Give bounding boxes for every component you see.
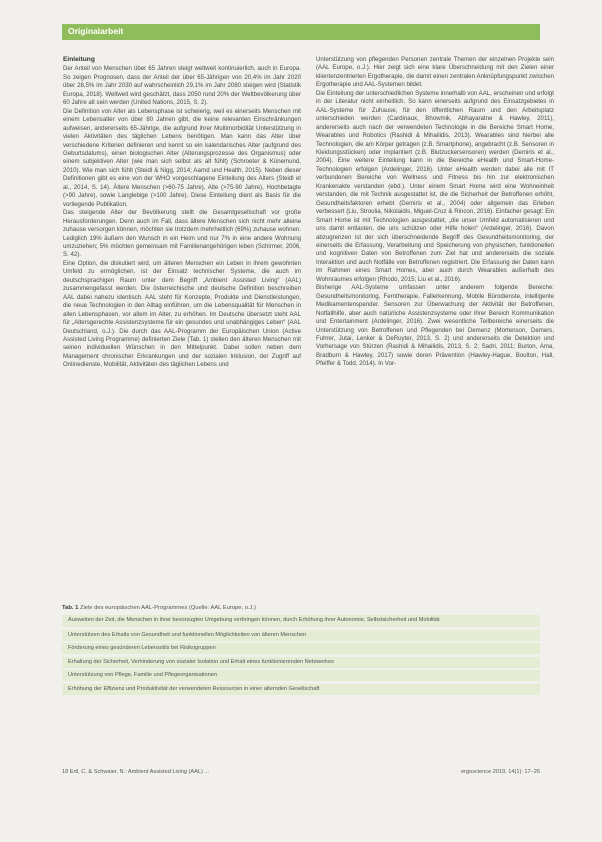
footer-journal: ergoscience 2019, 14(1): 17–26 bbox=[461, 769, 540, 775]
table-row: Unterstützen des Erhalts von Gesundheit und funktionellen Möglichkeiten von älteren Menschen bbox=[62, 630, 540, 641]
table-row: Ausweiten der Zeit, die Menschen in ihrer bevorzugten Umgebung verbringen können, durch Erhöhung ihrer Autonomie, Selbstsicherheit und Mobilität bbox=[62, 615, 540, 627]
paragraph: Das steigende Alter der Bevölkerung stellt die Gesamtgesellschaft vor große Herausforderungen. Denn auch im Fall, dass ältere Menschen sich nicht mehr alleine zuhause versorgen können, möchten sie trotzdem mehrheitlich (69%) zuhause wohnen. Lediglich 19% äußern den Wunsch in ein Heim und nur 7% in eine andere Wohnung umzuziehen; 5% möchten gemeinsam mit Familienangehörigen leben (Schirmer, 2006, S. 42). bbox=[63, 209, 301, 259]
right-column bbox=[316, 56, 554, 369]
table-caption bbox=[62, 605, 540, 611]
table-row: Erhaltung der Sicherheit, Verhinderung von sozialer Isolation und Erhalt eines funktionierenden Netzwerkes bbox=[62, 657, 540, 668]
table-row: Erhöhung der Effizienz und Produktivität der verwendeten Ressourcen in einer alternden Gesellschaft bbox=[62, 684, 540, 695]
left-column bbox=[63, 56, 301, 370]
paragraph: Eine Option, die diskutiert wird, um älteren Menschen ein Leben in ihrem gewohnten Umfeld zu ermöglichen, ist der Einsatz technischer Systeme, die auch im deutschsprachigen Raum unter dem Begriff „Ambient Assisted Living“ (AAL) zusammengefasst werden. Die österreichische und deutsche Definition beschreiben AAL dabei nahezu identisch. AAL steht für Konzepte, Produkte und Dienstleistungen, die neue Technologien in den Alltag einführen, um die Lebensqualität für Menschen in allen Lebensphasen, vor allem im Alter, zu erhöhen. Im Deutsche übersetzt steht AAL für „Altersgerechte Assistenzsysteme für ein gesundes und unabhängiges Leben“ (AAL Deutschland, o.J.). Die durch das AAL-Programm der Europäischen Union (Active Assisted Living Programme) definierten Ziele (Tab. 1) stellen den älteren Menschen mit seinen individuellen Wünschen in den Mittelpunkt. Dabei sollen neben dem Management chronischer Erkrankungen und der sozialen Inklusion, der Zugriff auf Onlinedienste, Mobilität, Aktivitäten des täglichen Lebens und bbox=[63, 259, 301, 369]
page-footer bbox=[62, 769, 540, 775]
paragraph: Unterstützung von pflegenden Personen zentrale Themen der einzelnen Projekte sein (AAL Europe, o.J.). Hier zeigt sich eine klare Überschneidung mit den Zielen einer klientenzentrierten Ergotherapie, die damit einen zentralen Anknüpfungspunkt zwischen Ergotherapie und AAL-Systemen bildet. bbox=[316, 56, 554, 89]
paragraph: Die Definition von Alter als Lebensphase ist schwierig, weil es einerseits Menschen mit einem Lebensalter von über 80 Jahren gibt, die keine relevanten Einschränkungen aufweisen, andererseits 65-Jährige, die aufgrund ihrer Multimorbidität Unterstützung in vielen Aktivitäten des täglichen Lebens benötigen. Man kann das Alter über verschiedene Kriterien definieren und kennt so ein kalendarisches Alter (aufgrund des Geburtsdatums), einen biologischen Alter (Alterungsprozesse des Organismus) oder einem subjektiven Alter (wie man sich selbst als alt fühlt) (Schroeter & Künemund, 2010). Wie man sich fühlt (Steidl & Nigg, 2014; Aarnd und Health, 2015). Neben dieser Definitionen gibt es eine von der WHO vorgeschlagene Einteilung des Alters (Steidl et al., 2014, S. 14). Ältere Menschen (>60-75 Jahre), Alte (>75-90 Jahre), Hochbetagte (>90 Jahre), sowie Langlebige (>100 Jahre). Diese Einteilung dient als Basis für die vorliegende Publikation. bbox=[63, 107, 301, 208]
table-row: Unterstützung von Pflege, Familie und Pflegeorganisationen bbox=[62, 670, 540, 681]
table-caption-label: Tab. 1 bbox=[62, 605, 79, 611]
table-goals bbox=[62, 605, 540, 697]
section-heading: Einleitung bbox=[63, 56, 95, 63]
paragraph: Der Anteil von Menschen über 65 Jahren steigt weltweit kontinuierlich, auch in Europa. So zeigen Prognosen, dass der Anteil der über 65-Jährigen von 20,4% im Jahr 2020 über 28,5% im Jahr 2030 auf wahrscheinlich 29,1% im Jahr 2080 steigen wird (Statistik Europa, 2018). Weltweit wird geschätzt, dass 2050 rund 20% der Weltbevölkerung über 60 Jahre alt sein werden (United Nations, 2015, S. 2). bbox=[63, 65, 301, 107]
section-banner bbox=[62, 24, 540, 40]
paragraph: Bisherige AAL-Systeme umfassen unter anderem folgende Bereiche: Gesundheitsmonitoring, Ferntherapie, Fallerkennung, Mobile Bürodienste, intelligente Medikamentenspender. Sensoren zur Überwachung der Aktivität der Betroffenen, Notfallhilfe, aber auch natürliche Assistenzsysteme oder ihrer Bereich Kommunikation und Entertainment (Ardelinger, 2016). Zwei wesentliche Teilbereiche einerseits die Unterstützung von Betroffenen und Pflegenden bei Demenz (Mortenson, Demers, Fuhrer, Jutai, Lenker & DeRuyter, 2013, S. 2) und andererseits die Detektion und Vorhersage von Stürzen (Rashidi & Mihailidis, 2013, S. 2; Sadri, 2011; Burton, Ama, Bradburn & Hawley, 2017) sowie deren Prävention (Hawley-Hague, Boulton, Hall, Pfeiffer & Todd, 2014). In Vor- bbox=[316, 284, 554, 368]
paragraph: Die Einteilung der unterschiedlichen Systeme innerhalb von AAL, erscheinen und erfolgt in der Literatur nicht einheitlich. So kann einerseits aufgrund des Einsatzgebietes in AAL-Systeme für Zuhause, für den öffentlichen Raum und den Arbeitsplatz unterschieden werden (Cardinaux, Bhowmik, Abhayaratne & Hawley, 2011), andererseits auch nach der verwendeten Technologie in die Bereiche Smart Home, Wearables und Robotics (Rashidi & Mihailidis, 2013). Wearables sind hierbei alle Technologien, die am Körper getragen (z.B. Smartphone), angebracht (z.B. Sensoren in Kleidungsstücken) oder implantiert (z.B. Blutzuckersensoren) werden (Demiris et al., 2004). Eine weitere Einteilung kann in die Bereiche eHealth und Smart-Home-Technologien erfolgen (Ardelinger, 2016). Unter eHealth werden dabei alle mit IT verbundenen Bereiche von Wellness und Fitness bis hin zur elektronischen Krankenakte verstanden (ebd.). Unter einem Smart Home wird eine Wohneinheit verstanden, die mit Technik ausgestattet ist, die die Sicherheit der Betroffenen erhöht, Gesundheitsfaktoren erhebt (Demiris et al., 2004) oder allgemein das Erleben verbessert (Liu, Stroulia, Nikolaidis, Miguel-Cruz & Rincon, 2016). Einfacher gesagt: Ein Smart Home ist mit Technologien ausgestattet, „die unser Umfeld automatisieren und uns damit entlasten, die uns schützen oder Hilfe holen“ (Ardelinger, 2016). Davon abzugrenzen ist der sich überschneidende Begriff des Gesundheitsmonitoring, der einerseits die Erfassung, Verarbeitung und Speicherung von physischen, funktionellen und kognitiven Daten von Betroffenen zum Ziel hat und andererseits die soziale Interaktion und auch Notfälle von Betroffenen registriert. Die Erfassung der Daten kann im Rahmen eines Smart Homes, aber auch durch Wearables außerhalb des Wohnraumes erfolgen (Rhodo, 2015; Liu et al., 2016). bbox=[316, 89, 554, 283]
footer-citation: 18 Ertl, C. & Schwaier, N.: Ambient Assisted Living (AAL) ... bbox=[62, 769, 210, 775]
table-caption-text: Ziele des europäischen AAL-Programmes (Quelle: AAL Europe, o.J.) bbox=[79, 605, 256, 611]
section-label: Originalarbeit bbox=[68, 26, 124, 36]
table-row: Förderung eines gesünderen Lebensstils bei Risikogruppen bbox=[62, 643, 540, 654]
